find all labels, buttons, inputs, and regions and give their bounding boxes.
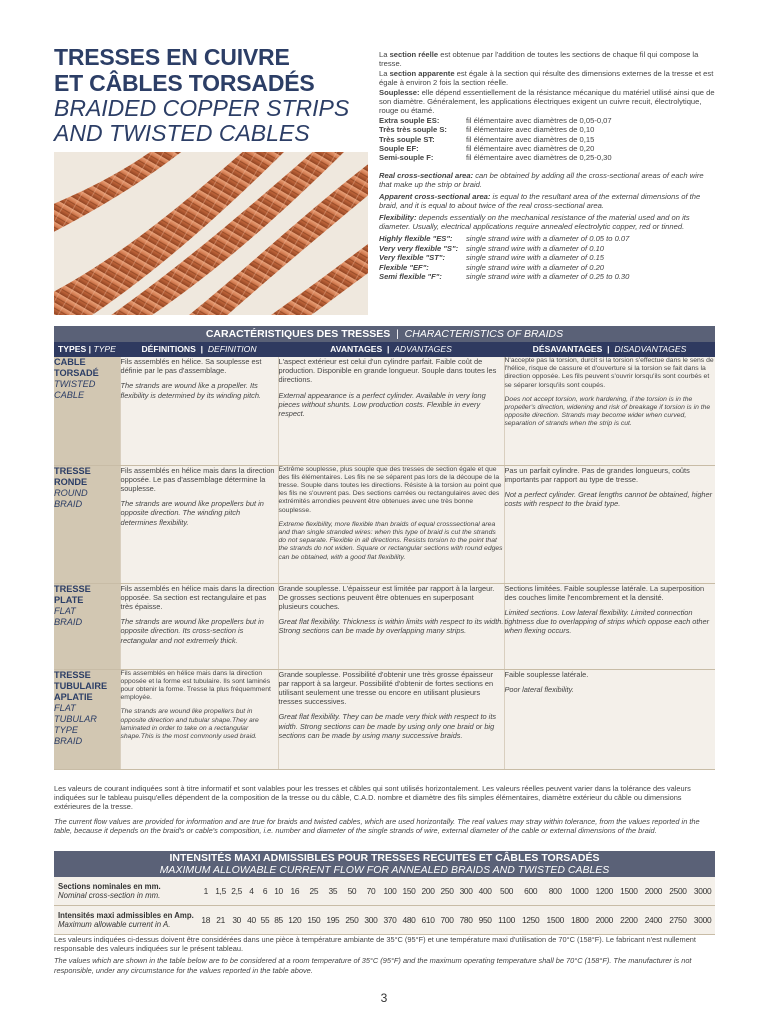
def-term: Souple EF: xyxy=(379,144,419,154)
title-fr-line1: TRESSES EN CUIVRE xyxy=(54,44,290,70)
definition-fr: Fils assemblés en hélice mais dans la direction opposée. Sa section est rectangulaire et pas très épaisse. xyxy=(120,583,275,611)
definition-en: The strands are wound like propellers but in opposite direction. The winding pitch determines flexibility. xyxy=(120,499,264,527)
section-value: 10 xyxy=(272,877,286,906)
note-en: The current flow values are provided for information and are true for braids and twisted cables, which are used horizontally. The real values may stray within tolerance, from the values reported in the table, because it depends on the braid's or cable's composition, i.e. number and diameter of the single strands of wire, external diameter of the cable or external dimensions of the braid. xyxy=(54,816,700,835)
advantages-fr: Grande souplesse. L'épaisseur est limitée par rapport à la largeur. De grosses sections peuvent être obtenues en superposant plusieurs couches. xyxy=(278,583,495,611)
intro-fr-term: section apparente xyxy=(389,68,455,78)
cell-advantages xyxy=(278,357,504,465)
def-desc: single strand wire with a diameter of 0.25 to 0.30 xyxy=(466,271,630,281)
amp-row-current-label: Intensités maxi admissibles en Amp. Maximum allowable current in A. xyxy=(54,906,199,935)
disadvantages-en: Not a perfect cylinder. Great lengths cannot be obtained, higher costs with respect to the braid type. xyxy=(504,489,713,509)
advantages-en: External appearance is a perfect cylinder. Available in very long pieces without shunts. Low production costs. Flexible in every respect. xyxy=(278,390,486,419)
intro-en-def-row xyxy=(379,253,716,262)
type-fr: PLATE xyxy=(54,594,84,605)
amp-row-sections-label: Sections nominales en mm. Nominal cross-section in mm. xyxy=(54,877,199,906)
intro-en-text: depends essentially on the mechanical resistance of the material used and on its diameter. Usually, electrical applications require annealed electrolytic copper, red or tinned. xyxy=(379,212,690,231)
def-term: Extra souple ES: xyxy=(379,115,440,125)
braid-type xyxy=(54,669,120,769)
intro-fr-pre: La xyxy=(379,68,390,78)
def-term: Highly flexible "ES": xyxy=(379,234,453,244)
section-value: 1,5 xyxy=(213,877,229,906)
braids-illustration xyxy=(54,152,368,315)
cell-advantages xyxy=(278,465,504,583)
advantages-fr: L'aspect extérieur est celui d'un cylindre parfait. Faible coût de production. Disponible en grande longueur. Souple dans toutes les directions. xyxy=(278,357,497,385)
intro-fr-text: est obtenue par l'addition de toutes les sections de chaque fil qui compose la tresse. xyxy=(379,50,699,69)
type-fr: TRESSE xyxy=(54,465,91,476)
current-value: 370 xyxy=(380,906,399,935)
current-value: 18 xyxy=(199,906,213,935)
section-value: 35 xyxy=(323,877,342,906)
def-desc: fil élémentaire avec diamètres de 0,25-0,30 xyxy=(466,153,612,163)
intro-fr-def-row xyxy=(379,144,716,153)
section-value: 1 xyxy=(199,877,213,906)
type-en: BRAID xyxy=(54,498,83,509)
def-desc: single strand wire with a diameter of 0.15 xyxy=(466,253,605,263)
cell-definition xyxy=(120,465,278,583)
section-value: 1000 xyxy=(568,877,593,906)
section-value: 400 xyxy=(476,877,495,906)
current-value: 1250 xyxy=(518,906,543,935)
intro-en-text: can be obtained by adding all the cross-sectional areas of each wire that make up the strip or braid. xyxy=(379,170,704,190)
braids-photo xyxy=(54,152,368,315)
type-fr: TUBULAIRE xyxy=(54,680,108,691)
section-value: 50 xyxy=(342,877,361,906)
section-value: 16 xyxy=(285,877,304,906)
disadvantages-en: Does not accept torsion, work hardening, if the torsion is in the propeller's direction, widening and risk of breakage if torsion is in the opposite direction. Strands may become wider when curved, separation of strands when the strip is cut. xyxy=(504,395,711,428)
definition-en: The strands are wound like propellers but in opposite direction and tubular shape.They are laminated in order to take on a rectangular shape.This is the most commonly used braid. xyxy=(120,708,259,740)
section-value: 800 xyxy=(543,877,568,906)
current-value: 1100 xyxy=(495,906,519,935)
current-value: 2200 xyxy=(617,906,642,935)
current-value: 30 xyxy=(229,906,245,935)
table-row xyxy=(54,357,715,465)
section-value: 6 xyxy=(258,877,272,906)
page-number: 3 xyxy=(380,991,388,1005)
def-term: Semi flexible "F": xyxy=(379,271,442,281)
def-term: Très souple ST: xyxy=(379,134,435,144)
cell-disadvantages xyxy=(504,465,715,583)
table-header xyxy=(54,326,715,342)
intro-en-text: is equal to the resultant area of the external dimensions of the braid, and it is equal to about twice of the real cross-sectional area. xyxy=(379,191,701,211)
def-desc: fil élémentaire avec diamètres de 0,10 xyxy=(466,125,595,135)
section-value: 100 xyxy=(380,877,399,906)
def-term: Flexible "EF": xyxy=(379,262,429,272)
intro-en-def-row xyxy=(379,234,716,243)
disadvantages-fr: Sections limitées. Faible souplesse latérale. La superposition des couches limite l'encombrement et la densité. xyxy=(504,583,705,602)
cell-advantages xyxy=(278,669,504,769)
disadvantages-fr: Faible souplesse latérale. xyxy=(504,669,589,679)
current-value: 150 xyxy=(304,906,323,935)
intro-en-paragraph xyxy=(379,213,716,232)
advantages-en: Extreme flexibility, more flexible than braids of equal crosssectional area and than single stranded wires: when this type of braid is cut the strands do not separate. Flexible in all directions. Resists torsion to the point that the strands do not widen. Square or rectangular sections with round edges can be obtained, with a good flat flexibility. xyxy=(278,520,503,561)
disadvantages-en: Limited sections. Low lateral flexibility. Limited connection tightness due to overlapping of strips which oppose each other when flexing occurs. xyxy=(504,607,710,636)
section-value: 1500 xyxy=(617,877,642,906)
advantages-fr: Grande souplesse. Possibilité d'obtenir une très grosse épaisseur par rapport à sa largeur. Possibilité d'obtenir de fortes sections en utilisant seulement une tresse ou encore en utilisant plusieurs tresses successives. xyxy=(278,669,494,707)
braid-type xyxy=(54,357,120,465)
section-value: 500 xyxy=(495,877,519,906)
amp-table-header xyxy=(54,851,715,877)
braid-type xyxy=(54,465,120,583)
amp-header-fr: INTENSITÉS MAXI ADMISSIBLES POUR TRESSES RECUITES ET CÂBLES TORSADÉS xyxy=(169,852,600,864)
definition-en: The strands are wound like propellers but in opposite direction. Its cross-section is rectangular and not extremely thick. xyxy=(120,617,264,645)
type-en: FLAT xyxy=(54,605,76,616)
def-desc: single strand wire with a diameter of 0.20 xyxy=(466,262,605,272)
current-value: 1500 xyxy=(543,906,568,935)
cell-disadvantages xyxy=(504,669,715,769)
cell-definition xyxy=(120,669,278,769)
spacer xyxy=(379,163,716,169)
footer-fr: Les valeurs indiquées ci-dessus doivent être considérées dans une pièce à température ambiante de 35°C (95°F) et une température maxi d'utilisation de 70°C (158°F). Le fabricant n'est nullement responsable des valeurs indiquées sur le présent tableau. xyxy=(54,935,696,954)
disadvantages-fr: Pas un parfait cylindre. Pas de grandes longueurs, coûts importants par rapport au type de tresse. xyxy=(504,465,690,484)
col-header-disadvantages: DÉSAVANTAGES | DISADVANTAGES xyxy=(504,342,715,357)
col-header-definitions: DÉFINITIONS | DEFINITION xyxy=(120,342,278,357)
amp-row-sections xyxy=(54,877,715,906)
type-fr: APLATIE xyxy=(54,691,93,702)
section-value: 3000 xyxy=(690,877,715,906)
intro-en-paragraph xyxy=(379,192,716,211)
advantages-en: Great flat flexibility. They can be made very thick with respect to its width. Strong sections can be made by using only one braid or big sections can be made by using many successive braids. xyxy=(278,712,497,740)
type-fr: TORSADÉ xyxy=(54,368,99,378)
current-value: 2750 xyxy=(666,906,691,935)
page-title xyxy=(54,44,364,146)
def-term: Semi-souple F: xyxy=(379,153,434,163)
intro-en-def-row xyxy=(379,263,716,272)
current-value: 300 xyxy=(361,906,380,935)
current-value: 85 xyxy=(272,906,286,935)
intro-fr-pre: La xyxy=(379,50,390,59)
type-en: TYPE xyxy=(54,724,78,735)
def-desc: fil élémentaire avec diamètres de 0,15 xyxy=(466,134,595,144)
table-header-separator: | xyxy=(396,328,399,340)
note-fr: Les valeurs de courant indiquées sont à titre informatif et sont valables pour les tresses et câbles qui sont utilisés horizontalement. Les valeurs réelles peuvent varier dans la tolérance des valeurs indiquées sur le tableau puisqu'elles dépendent de la composition de la tresse ou du câble, C.A.D. nombre et diamètre des fils simples élémentaires, diamètre extérieur du câble ou dimensions extérieures de la tresse. xyxy=(54,784,691,812)
section-value: 200 xyxy=(419,877,438,906)
section-value: 2000 xyxy=(641,877,666,906)
footer-en: The values which are shown in the table below are to be considered at a room temperature of 35°C (95°F) and the maximum operating temperature shall be 70°C (158°F). The manufacturer is not responsible, under any circumstance for the values reported in the table above. xyxy=(54,956,692,975)
def-term: Très très souple S: xyxy=(379,125,447,135)
intro-fr-def-row xyxy=(379,125,716,134)
type-en: BRAID xyxy=(54,735,83,746)
table-header-en: CHARACTERISTICS OF BRAIDS xyxy=(404,328,564,340)
section-value: 1200 xyxy=(592,877,617,906)
current-value: 1800 xyxy=(568,906,593,935)
title-en-line1: BRAIDED COPPER STRIPS xyxy=(54,95,350,121)
table-header-fr: CARACTÉRISTIQUES DES TRESSES xyxy=(205,328,391,340)
section-value: 2500 xyxy=(666,877,691,906)
intro-en-term: Flexibility: xyxy=(379,212,417,222)
section-value: 4 xyxy=(245,877,259,906)
current-value: 21 xyxy=(213,906,229,935)
current-value: 2000 xyxy=(592,906,617,935)
current-value: 3000 xyxy=(690,906,715,935)
braid-type xyxy=(54,583,120,669)
type-en: BRAID xyxy=(54,616,83,627)
current-value: 120 xyxy=(285,906,304,935)
table-row xyxy=(54,465,715,583)
cell-advantages xyxy=(278,583,504,669)
current-values-note xyxy=(54,784,715,835)
definition-fr: Fils assemblés en hélice mais dans la direction opposée. Le pas d'assemblage détermine la souplesse. xyxy=(120,465,275,493)
intro-en-paragraph xyxy=(379,171,716,190)
intro-fr-paragraph xyxy=(379,50,716,69)
title-fr-line2: ET CÂBLES TORSADÉS xyxy=(54,70,315,96)
table-row xyxy=(54,583,715,669)
intro-fr-def-row xyxy=(379,116,716,125)
current-value: 55 xyxy=(258,906,272,935)
section-value: 600 xyxy=(518,877,543,906)
current-value: 610 xyxy=(419,906,438,935)
definition-fr: Fils assemblés en hélice mais dans la direction opposée et la forme est tubulaire. Ils sont laminés pour obtenir la forme. Tresse la plus fréquemment employée. xyxy=(120,669,271,702)
def-term: Very very flexible "S": xyxy=(379,243,459,253)
type-en: TUBULAR xyxy=(54,713,97,724)
current-value: 950 xyxy=(476,906,495,935)
current-value: 40 xyxy=(245,906,259,935)
current-value: 195 xyxy=(323,906,342,935)
current-value: 780 xyxy=(457,906,476,935)
disadvantages-en: Poor lateral flexibility. xyxy=(504,684,574,694)
def-desc: fil élémentaire avec diamètres de 0,20 xyxy=(466,144,595,154)
amp-row-current xyxy=(54,906,715,935)
def-term: Very flexible "ST": xyxy=(379,253,446,263)
section-value: 150 xyxy=(400,877,419,906)
col-header-advantages: AVANTAGES | ADVANTAGES xyxy=(278,342,504,357)
intro-fr-text: elle dépend essentiellement de la résistance mécanique du matériel utilisé ainsi que de son diamètre. Généralement, les applications électriques exigent un cuivre recuit, électrolytique, rouge ou étamé. xyxy=(379,87,715,116)
intro-en-term: Real cross-sectional area: xyxy=(379,170,474,180)
intro-text xyxy=(379,50,716,281)
type-fr: TRESSE xyxy=(54,669,91,680)
cell-definition xyxy=(120,357,278,465)
amp-header-en: MAXIMUM ALLOWABLE CURRENT FLOW FOR ANNEALED BRAIDS AND TWISTED CABLES xyxy=(159,864,610,876)
intro-en-term: Apparent cross-sectional area: xyxy=(379,191,491,201)
current-value: 700 xyxy=(438,906,457,935)
section-value: 250 xyxy=(438,877,457,906)
def-desc: fil élémentaire avec diamètres de 0,05-0,07 xyxy=(466,115,612,125)
intro-fr-def-row xyxy=(379,135,716,144)
section-value: 300 xyxy=(457,877,476,906)
intro-en-def-row xyxy=(379,244,716,253)
intro-fr-term: section réelle xyxy=(389,50,439,59)
type-fr: TRESSE xyxy=(54,583,91,594)
amp-table xyxy=(54,877,715,935)
cell-definition xyxy=(120,583,278,669)
type-en: FLAT xyxy=(54,702,76,713)
braid-characteristics-table xyxy=(54,326,715,770)
intro-en-def-row xyxy=(379,272,716,281)
advantages-fr: Extrême souplesse, plus souple que des tresses de section égale et que des fils élémentaires. Les fils ne se séparent pas lors de la découpe de la tresse. Souple dans toutes les directions. Résiste à la torsion au point que les fils ne s'ouvrent pas. Des sections carrées ou rectangulaires avec des extrémités arrondies peuvent être obtenues avec une très bonne souplesse. xyxy=(278,465,502,514)
type-fr: RONDE xyxy=(54,476,88,487)
intro-fr-paragraph xyxy=(379,88,716,116)
current-value: 250 xyxy=(342,906,361,935)
section-value: 2,5 xyxy=(229,877,245,906)
intro-fr-text: est égale à la section qui résulte des dimensions externes de la tresse et est égale à environ 2 fois la section réelle. xyxy=(379,68,714,88)
type-en: TWISTED xyxy=(54,379,96,389)
type-en: ROUND xyxy=(54,487,88,498)
current-value: 480 xyxy=(400,906,419,935)
type-fr: CABLE xyxy=(54,357,86,367)
column-headers xyxy=(54,342,715,357)
disadvantages-fr: N'accepte pas la torsion, durcit si la torsion s'effectue dans le sens de l'hélice, risque de cassure et d'ouverture si la torsion se fait dans la direction opposée. Les fils peuvent s'ouvrir lorsqu'ils sont courbés et se séparer lorsqu'ils sont coupés. xyxy=(504,357,714,389)
definition-en: The strands are wound like a propeller. Its flexibility is determined by its winding pitch. xyxy=(120,381,261,400)
current-value: 2400 xyxy=(641,906,666,935)
table-row xyxy=(54,669,715,769)
intro-fr-def-row xyxy=(379,153,716,162)
def-desc: single strand wire with a diameter of 0.05 to 0.07 xyxy=(466,234,630,244)
definition-fr: Fils assemblés en hélice. Sa souplesse est définie par le pas d'assemblage. xyxy=(120,357,262,376)
section-value: 70 xyxy=(361,877,380,906)
advantages-en: Great flat flexibility. Thickness is within limits with respect to its width. Strong sections can be made by overlapping many strips. xyxy=(278,617,504,636)
cell-disadvantages xyxy=(504,583,715,669)
intro-fr-term: Souplesse: xyxy=(379,87,420,97)
intro-fr-paragraph xyxy=(379,69,716,88)
type-en: CABLE xyxy=(54,390,85,400)
def-desc: single strand wire with a diameter of 0.10 xyxy=(466,243,605,253)
title-en-line2: AND TWISTED CABLES xyxy=(54,120,310,146)
section-value: 25 xyxy=(304,877,323,906)
cell-disadvantages xyxy=(504,357,715,465)
col-header-types: TYPES | TYPE xyxy=(54,342,120,357)
temperature-note xyxy=(54,935,715,975)
